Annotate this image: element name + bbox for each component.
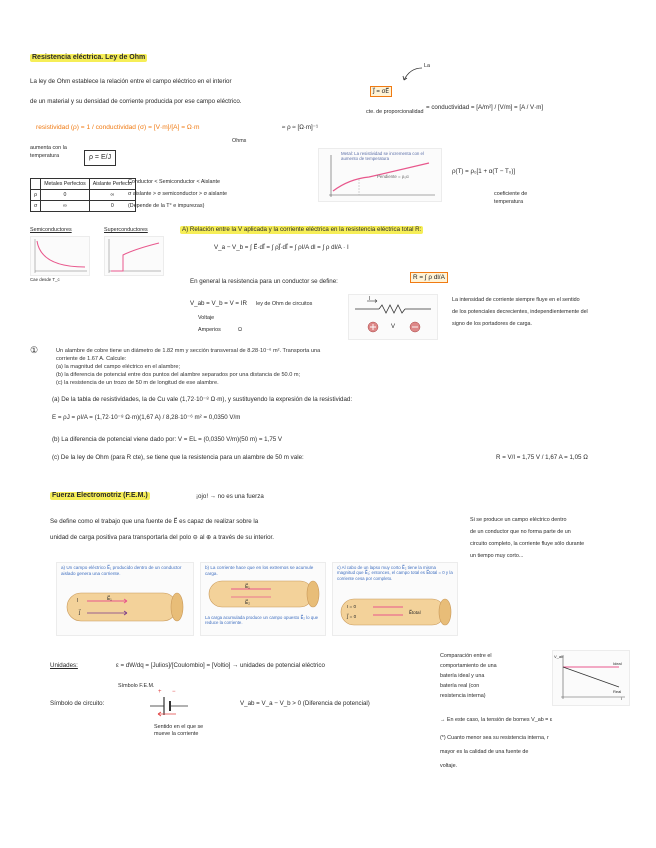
rho-ej-box: ρ = E/J <box>84 150 116 166</box>
eq-va-vb: V_a − V_b = ∫ E⃗·dl⃗ = ∫ ρJ⃗·dl⃗ = ∫ ρI/A dl = ∫ ρ dl/A · I <box>214 244 349 251</box>
amperios-label: Amperios <box>198 327 221 333</box>
resistor-circuit-figure <box>348 294 438 340</box>
intensidad-note-line: signo de los portadores de carga. <box>452 321 533 327</box>
unidades-eq: ε = dW/dq = [Julios]/[Coulombio] = [Voltio] → unidades de potencial eléctrico <box>116 662 325 669</box>
problem-text-line: (b) la diferencia de potencial entre dos puntos del alambre separados por una distancia de 50.0 m; <box>56 372 301 378</box>
problem-text-line: Un alambre de cobre tiene un diámetro de 1.82 mm y sección transversal de 8.28·10⁻⁶ m². Transporta una <box>56 348 321 354</box>
solution-c: (c) De la ley de Ohm (para R cte), se tiene que la resistencia para un alambre de 50 m vale: <box>52 454 304 461</box>
table-cell: ρ <box>31 190 41 201</box>
comparacion-line: resistencia interna) <box>440 693 486 699</box>
graph-pendiente: Pendiente = ρ₀α <box>377 174 409 179</box>
table-head-0 <box>31 179 41 190</box>
fig-b-caption: b) La corriente hace que en los extremos se acumule carga. <box>205 565 314 576</box>
side-note-line: de un conductor que no forma parte de un <box>470 529 571 535</box>
table-cell: 0 <box>89 201 135 212</box>
super-curve <box>105 237 163 275</box>
resistivity-temperature-graph <box>318 148 442 202</box>
simbolo-circuito: Símbolo de circuito: <box>50 700 105 707</box>
intensidad-note-line: de los potenciales decrecientes, independientemente del <box>452 309 588 315</box>
fig-c-j0: J⃗ = 0 <box>347 614 357 619</box>
conductor-figure-b <box>200 562 326 636</box>
list-item: (Depende de la T° e impurezas) <box>128 203 205 209</box>
table-cell: ∞ <box>41 201 90 212</box>
unidades-label: Unidades: <box>50 662 78 669</box>
fig-a-j: J⃗ <box>79 610 81 616</box>
relacion-title: A) Relación entre la V aplicada y la corriente eléctrica en la resistencia eléctrica total R: <box>182 226 422 233</box>
voltaje-label: Voltaje <box>198 315 215 321</box>
comparacion-line: Comparación entre el <box>440 653 492 659</box>
graph-vab: V_ab <box>554 654 564 659</box>
fig-c-etot: E⃗total <box>409 610 421 615</box>
semiconductores-label: Semiconductores <box>30 227 72 233</box>
intro-line-1: La ley de Ohm establece la relación entre el campo eléctrico en el interior <box>30 78 232 85</box>
ohm-small-label: Ω <box>238 327 243 333</box>
ultimo-line: → En este caso, la tensión de bornes V_ab = ε <box>440 717 553 723</box>
resistance-integral-box: R = ∫ ρ dl/A <box>410 272 448 283</box>
ultimo-line: (*) Cuanto menor sea su resistencia interna, r <box>440 735 549 741</box>
table-head-2: Aislante Perfecto <box>89 179 135 190</box>
arrow-icon <box>400 66 424 82</box>
simbolo-fem: Símbolo F.E.M. <box>118 683 155 689</box>
semi-note: Cae desde T_c <box>30 277 60 282</box>
fig-c-caption: c) Al cabo de un lapso muy corto E⃗₂ tiene la misma magnitud que E⃗₁; entonces, el campo total es E⃗total = 0 y la corriente cesa por completo. <box>337 565 453 581</box>
side-note-line: un tiempo muy corto... <box>470 553 524 559</box>
table-head-1: Metales Perfectos <box>41 179 90 190</box>
circuit-v-label: V <box>391 324 396 330</box>
table-cell: σ <box>31 201 41 212</box>
table-cell: ∞ <box>89 190 135 201</box>
semiconductor-graph <box>30 236 90 276</box>
list-item: σ aislante > σ semiconductor > σ aislante <box>128 191 227 197</box>
note-la: La <box>424 63 430 69</box>
ohm-vector-formula-box: J⃗ = σE⃗ <box>370 86 392 97</box>
battery-comparison-graph <box>552 650 630 706</box>
section-title-resistencia: Resistencia eléctrica. Ley de Ohm <box>32 54 146 61</box>
general-definition: En general la resistencia para un conductor se define: <box>190 278 338 285</box>
graph-caption: Metal: La resistividad se incrementa con el aumento de temperatura <box>341 151 424 162</box>
cu-note: ≈ ρ ≈ [Ω·m]⁻¹ <box>282 124 319 131</box>
graph-real: Real <box>613 689 622 694</box>
resistividad-formula: resistividad (ρ) = 1 / conductividad (σ) = [V·m]/[A] = Ω·m <box>36 124 200 131</box>
circuit-i-label: I <box>369 296 371 302</box>
ohm-law-eq: V_ab = V_b = V = IR <box>190 300 247 307</box>
fig-b-caption-2: La carga acumulada produce un campo opuesto E⃗₂ lo que reduce la corriente. <box>205 615 319 626</box>
sentido-note: Sentido en el que se mueve la corriente <box>154 724 204 737</box>
resistivity-table <box>30 178 136 212</box>
graph-ideal: Ideal <box>613 661 622 666</box>
solution-c-equation: R = V/I = 1,75 V / 1,67 A = 1,05 Ω <box>496 454 588 461</box>
comparacion-line: batería ideal y una <box>440 673 485 679</box>
intro-line-2: de un material y su densidad de corriente producida por ese campo eléctrico. <box>30 98 242 105</box>
battery-icon <box>148 694 192 718</box>
intensidad-note-line: La intensidad de corriente siempre fluye en el sentido <box>452 297 580 303</box>
problem-text-line: (c) la resistencia de un trozo de 50 m de longitud de ese alambre. <box>56 380 219 386</box>
conductividad-formula: = conductividad = [A/m²] / [V/m] = [A / V·m] <box>426 104 544 111</box>
semi-curve <box>31 237 89 275</box>
coef-temperatura: coeficiente de temperatura <box>494 191 528 205</box>
fig-c-i0: I = 0 <box>347 604 357 609</box>
ohms-label: Ohms <box>232 138 247 144</box>
conductor-figure-a <box>56 562 194 636</box>
conductor-c-drawing <box>333 563 457 635</box>
fem-definition-2: unidad de carga positiva para transportarla del polo ⊖ al ⊕ a través de su interior. <box>50 534 274 541</box>
fig-a-e1: E⃗₁ <box>107 596 112 602</box>
problem-text-line: (a) la magnitud del campo eléctrico en el alambre; <box>56 364 181 370</box>
resistor-icon <box>349 295 437 339</box>
ley-ohm-circuitos: ley de Ohm de circuitos <box>256 301 313 307</box>
comparacion-line: comportamiento de una <box>440 663 497 669</box>
fem-definition-1: Se define como el trabajo que una fuente de E⃗ es capaz de realizar sobre la <box>50 518 259 525</box>
fig-a-i: I <box>77 598 79 604</box>
superconductor-graph <box>104 236 164 276</box>
comparacion-line: batería real (con <box>440 683 480 689</box>
cte-proporcionalidad-label: cte. de proporcionalidad <box>366 109 424 115</box>
solution-b: (b) La diferencia de potencial viene dado por: V = EL = (0,0350 V/m)(50 m) = 1,75 V <box>52 436 283 443</box>
side-note-line: circuito completo, la corriente fluye sólo durante <box>470 541 585 547</box>
conductor-figure-c <box>332 562 458 636</box>
problem-number: ① <box>30 345 39 355</box>
fig-a-caption: a) Un campo eléctrico E⃗₁ producido dentro de un conductor aislado genera una corriente. <box>61 565 182 576</box>
ultimo-line: mayor es la calidad de una fuente de <box>440 749 529 755</box>
solution-a-equation: E = ρJ = ρI/A = (1,72·10⁻⁸ Ω·m)(1,67 A) / 8,28·10⁻⁶ m² = 0,0350 V/m <box>52 414 241 421</box>
fig-b-e1: E⃗₁ <box>245 584 250 590</box>
solution-a: (a) De la tabla de resistividades, la de Cu vale (1,72·10⁻⁸ Ω·m), y sustituyendo la expresión de la resistividad: <box>52 396 353 403</box>
side-note-line: Si se produce un campo eléctrico dentro <box>470 517 567 523</box>
table-cell: 0 <box>41 190 90 201</box>
superconductores-label: Superconductores <box>104 227 148 233</box>
fig-b-e2: E⃗₂ <box>245 600 251 606</box>
ultimo-line: voltaje. <box>440 763 458 769</box>
section-title-fem: Fuerza Electromotriz (F.E.M.) <box>52 492 148 499</box>
list-item: Conductor < Semiconductor < Aislante <box>128 179 220 185</box>
plus-sign: + <box>158 689 162 695</box>
vab-eq: V_ab = V_a − V_b > 0 (Diferencia de potencial) <box>240 700 370 707</box>
graph-i: I <box>621 696 623 701</box>
rho-t-formula: ρ(T) = ρ₀[1 + α(T − T₀)] <box>452 168 516 175</box>
ojo-note: ¡ojo! → no es una fuerza <box>196 493 264 500</box>
minus-sign: − <box>172 689 176 695</box>
aumenta-temperatura: aumenta con la temperatura <box>30 145 67 159</box>
problem-text-line: corriente de 1.67 A. Calcule: <box>56 356 127 362</box>
